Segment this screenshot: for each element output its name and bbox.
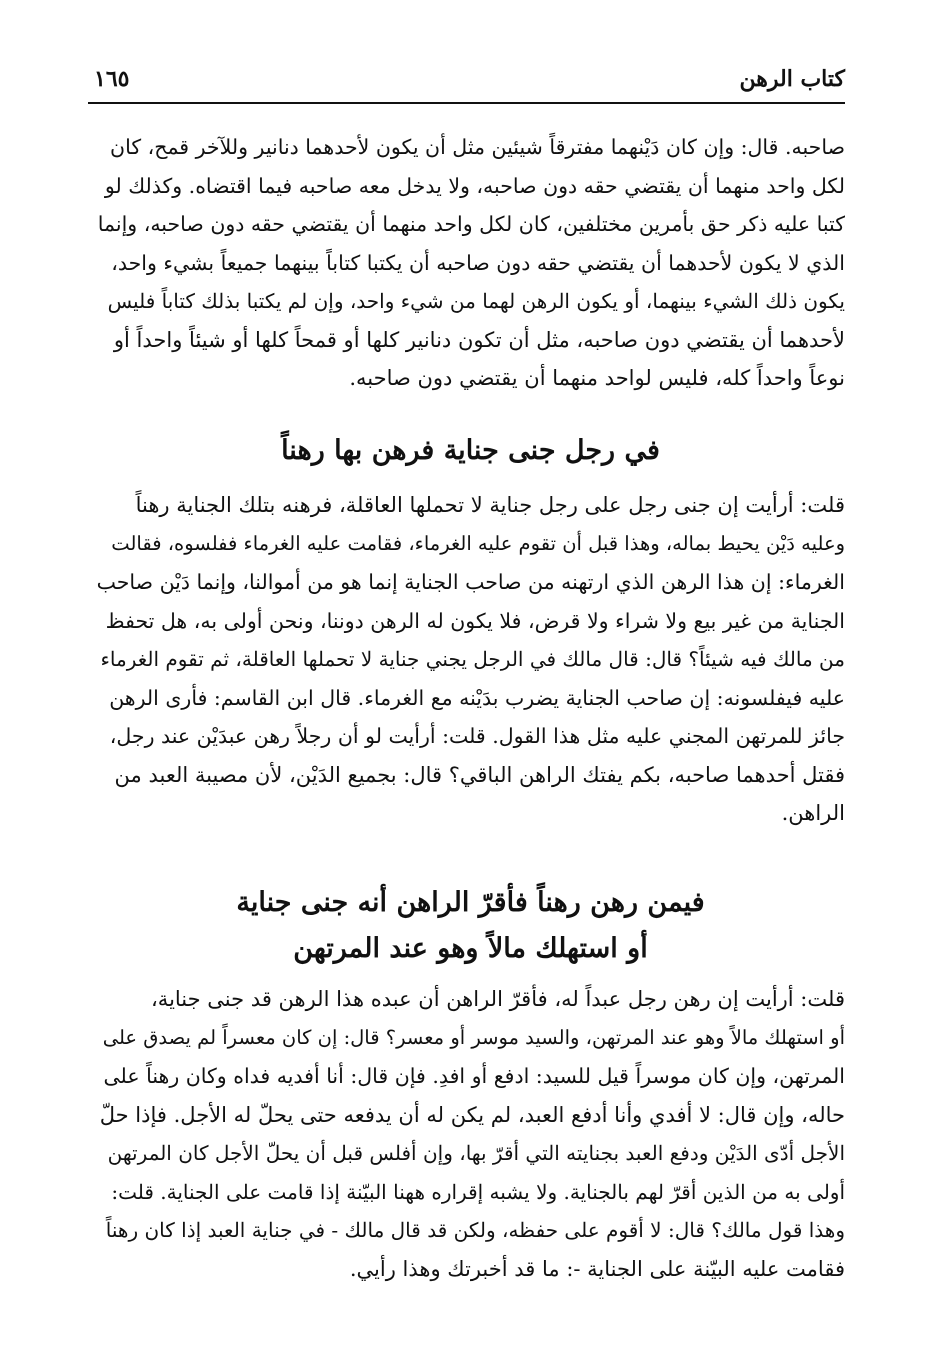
text-line: حاله، وإن قال: لا أفدي وأنا أدفع العبد، لم يكن له أن يدفعه حتى يحلّ له الأجل. فإذا حلّ — [99, 1102, 845, 1127]
book-title: كتاب الرهن — [739, 66, 845, 92]
text-line: صاحبه. قال: وإن كان دَيْنهما مفترقاً شيئين مثل أن يكون لأحدهما دنانير وللآخر قمح، كان — [110, 135, 845, 159]
running-header — [88, 62, 845, 104]
text-line: الذي لا يكون لأحدهما أن يقتضي حقه دون صاحبه أن يكتبا كتاباً بينهما جميعاً بشيء واحد، — [111, 250, 845, 275]
section-heading-1 — [96, 428, 845, 474]
section-heading-2 — [96, 880, 845, 972]
page-number: ١٦٥ — [94, 66, 130, 92]
paragraph-2 — [96, 486, 845, 833]
text-line: أولى به من الذين أقرّ لهم بالجناية. ولا يشبه إقراره ههنا البيّنة إذا قامت على الجناية. قلت: — [111, 1179, 845, 1204]
text-line: كتبا عليه ذكر حق بأمرين مختلفين، كان لكل واحد منهما أن يقتضي حقه دون صاحبه، وإنما — [97, 212, 845, 236]
text-line: يكون ذلك الشيء بينهما، أو يكون الرهن لهما من شيء واحد، وإن لم يكتبا بذلك كتاباً فليس — [107, 289, 845, 313]
paragraph-1 — [96, 128, 845, 398]
heading-line: في رجل جنى جناية فرهن بها رهناً — [281, 435, 660, 466]
text-line: لأحدهما أن يقتضي دون صاحبه، مثل أن تكون دنانير كلها أو قمحاً كلها أو شيئاً واحداً أو — [113, 327, 845, 352]
text-line: أو استهلك مالاً وهو عند المرتهن، والسيد موسر أو معسر؟ قال: إن كان معسراً لم يصدق على — [102, 1025, 845, 1049]
text-line: الجناية من غير بيع ولا شراء ولا قرض، فلا يكون له الرهن دوننا، ونحن أولى به، هل تحفظ — [105, 608, 845, 633]
text-line: الغرماء: إن هذا الرهن الذي ارتهنه من صاحب الجناية إنما هو من أموالنا، وإنما دَيْن صاحب — [96, 570, 845, 594]
heading-line: فيمن رهن رهناً فأقرّ الراهن أنه جنى جناية — [236, 887, 705, 918]
text-line: عليه فيفلسونه: إن صاحب الجناية يضرب بدَيْنه مع الغرماء. قال ابن القاسم: فأرى الرهن — [109, 685, 845, 710]
heading-line: أو استهلك مالاً وهو عند المرتهن — [293, 933, 648, 964]
text-line: من مالك فيه شيئاً؟ قال: قال مالك في الرجل يجني جناية لا تحملها العاقلة، ثم تقوم الغرماء — [100, 647, 845, 671]
text-line: نوعاً واحداً كله، فليس لواحد منهما أن يقتضي دون صاحبه. — [349, 366, 845, 390]
text-line: فقتل أحدهما صاحبه، بكم يفتك الراهن الباقي؟ قال: بجميع الدَيْن، لأن مصيبة العبد من — [114, 762, 845, 787]
text-line: المرتهن، وإن كان موسراً قيل للسيد: ادفع أو افدِ. فإن قال: أنا أفديه فداه وكان رهناً على — [103, 1064, 845, 1088]
text-line: قلت: أرأيت إن رهن رجل عبداً له، فأقرّ الراهن أن عبده هذا الرهن قد جنى جناية، — [151, 987, 845, 1011]
text-line: لكل واحد منهما أن يقتضي حقه دون صاحبه، ولا يدخل معه صاحبه فيما اقتضاه. وكذلك لو — [104, 173, 845, 198]
paragraph-3 — [96, 980, 845, 1288]
text-line: وهذا قول مالك؟ قال: لا أقوم على حفظه، ولكن قد قال مالك - في جناية العبد إذا كان رهناً — [105, 1218, 845, 1242]
text-line: وعليه دَيْن يحيط بماله، وهذا قبل أن تقوم عليه الغرماء، فقامت عليه الغرماء ففلسوه، فقالت — [111, 531, 845, 555]
text-line: جائز للمرتهن المجني عليه مثل هذا القول. قلت: أرأيت لو أن رجلاً رهن عبدَيْن عند رجل، — [109, 724, 845, 748]
text-line: الراهن. — [781, 801, 845, 825]
text-line: فقامت عليه البيّنة على الجناية -: ما قد أخبرتك وهذا رأيي. — [349, 1256, 845, 1281]
text-line: قلت: أرأيت إن جنى رجل على رجل جناية لا تحملها العاقلة، فرهنه بتلك الجناية رهناً — [135, 493, 845, 517]
text-line: الأجل أدّى الدَيْن ودفع العبد بجنايته التي أقرّ بها، وإن أفلس قبل أن يحلّ الأجل كان المرتهن — [107, 1141, 845, 1165]
